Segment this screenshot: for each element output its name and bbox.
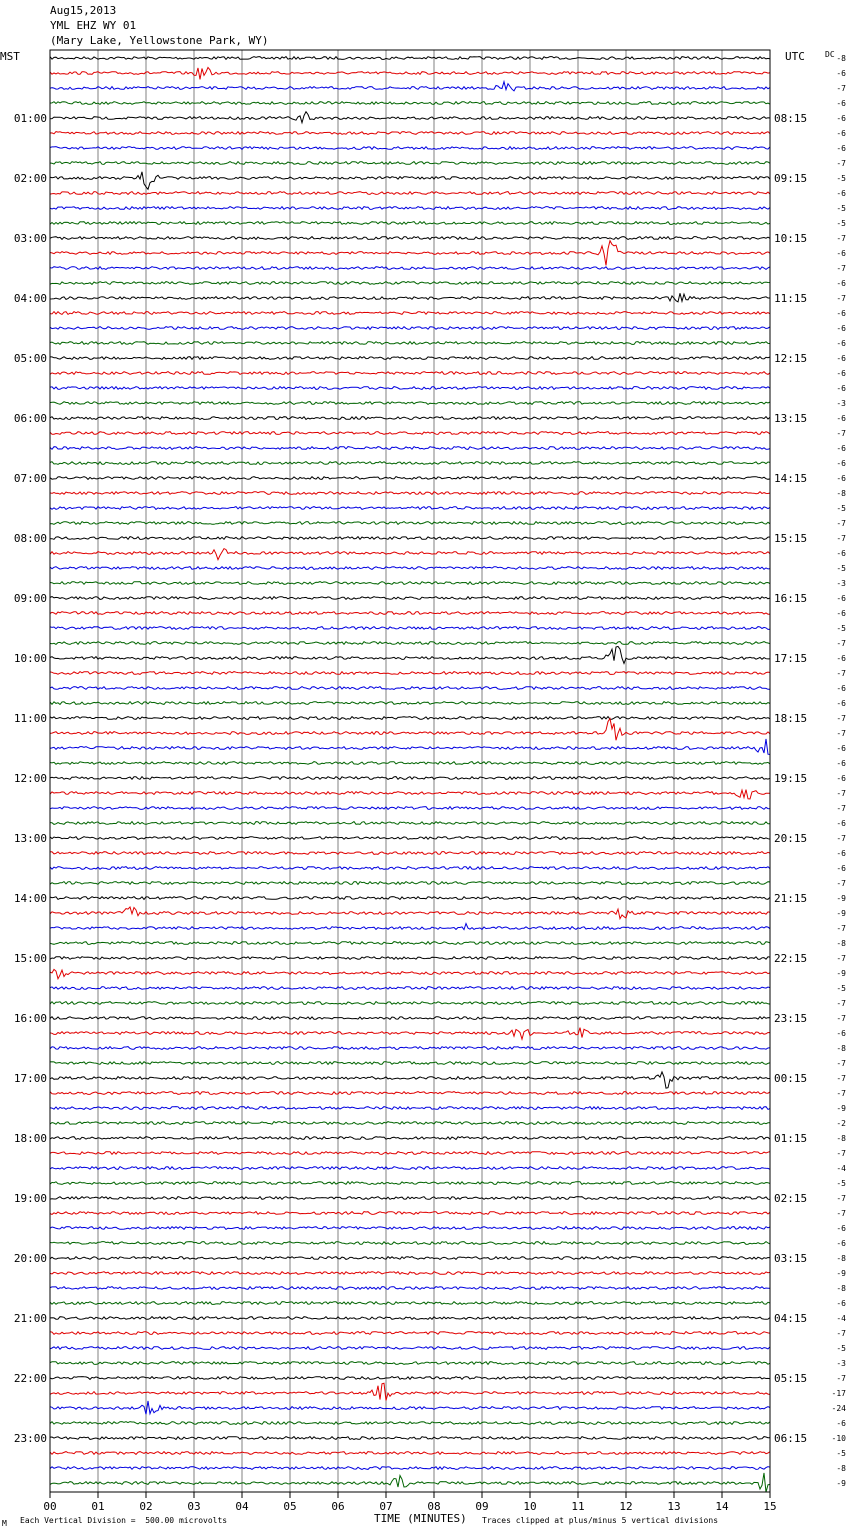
x-tick-label: 15: [763, 1500, 777, 1513]
dc-offset-label: -6: [836, 414, 846, 423]
left-hour-label: 08:00: [13, 532, 47, 545]
header-date: Aug15,2013: [50, 4, 117, 17]
x-tick-label: 07: [379, 1500, 393, 1513]
dc-offset-label: -5: [836, 1179, 846, 1188]
dc-offset-label: -7: [836, 1149, 846, 1158]
clip-note: Traces clipped at plus/minus 5 vertical divisions: [482, 1516, 719, 1525]
seismic-trace: [50, 942, 770, 945]
dc-offset-label: -6: [836, 849, 846, 858]
right-hour-label: 02:15: [774, 1192, 808, 1205]
right-hour-label: 06:15: [774, 1432, 808, 1445]
dc-offset-label: -2: [836, 1119, 846, 1128]
seismic-trace: [50, 132, 770, 135]
corner-mark: M: [2, 1519, 7, 1528]
dc-offset-label: -5: [836, 564, 846, 573]
right-hour-label: 14:15: [774, 472, 808, 485]
dc-offset-label: -4: [836, 1314, 846, 1323]
seismic-trace: [50, 162, 770, 165]
right-hour-label: 13:15: [774, 412, 808, 425]
left-hour-label: 06:00: [13, 412, 47, 425]
seismic-trace: [50, 987, 770, 990]
dc-offset-label: -7: [836, 954, 846, 963]
seismic-trace: [50, 372, 770, 375]
dc-offset-label: -7: [836, 714, 846, 723]
right-hour-label: 01:15: [774, 1132, 808, 1145]
seismic-trace: [50, 1287, 770, 1290]
dc-offset-label: -8: [836, 54, 846, 63]
seismic-trace: [50, 207, 770, 210]
seismic-trace: [50, 1212, 770, 1215]
right-hour-label: 00:15: [774, 1072, 808, 1085]
seismic-trace: [50, 969, 770, 978]
left-hour-label: 21:00: [13, 1312, 47, 1325]
scale-note: Each Vertical Division = 500.00 microvolts: [20, 1516, 228, 1525]
dc-offset-label: -7: [836, 1074, 846, 1083]
dc-offset-label: -6: [836, 144, 846, 153]
seismic-trace: [50, 67, 770, 79]
dc-offset-label: -6: [836, 129, 846, 138]
dc-offset-label: -8: [836, 1464, 846, 1473]
dc-offset-label: -6: [836, 759, 846, 768]
seismic-trace: [50, 477, 770, 480]
seismic-trace: [50, 1137, 770, 1140]
right-hour-label: 16:15: [774, 592, 808, 605]
dc-offset-label: -7: [836, 729, 846, 738]
right-hour-label: 04:15: [774, 1312, 808, 1325]
seismic-trace: [50, 387, 770, 390]
dc-offset-label: -6: [836, 309, 846, 318]
dc-offset-label: -6: [836, 744, 846, 753]
plot-frame: [50, 50, 770, 1492]
dc-offset-label: -7: [836, 84, 846, 93]
left-hour-label: 02:00: [13, 172, 47, 185]
dc-offset-label: -9: [836, 909, 846, 918]
seismic-trace: [50, 897, 770, 900]
seismic-trace: [50, 837, 770, 840]
dc-offset-label: -7: [836, 534, 846, 543]
dc-offset-label: -7: [836, 1089, 846, 1098]
dc-offset-label: -5: [836, 204, 846, 213]
dc-offset-label: -7: [836, 1374, 846, 1383]
x-tick-label: 00: [43, 1500, 57, 1513]
dc-offset-label: -6: [836, 249, 846, 258]
dc-offset-label: -8: [836, 1134, 846, 1143]
seismic-trace: [50, 342, 770, 345]
dc-offset-label: -24: [831, 1404, 846, 1413]
seismic-trace: [50, 790, 770, 799]
seismic-trace: [50, 1347, 770, 1350]
seismic-trace: [50, 1122, 770, 1125]
dc-offset-label: -6: [836, 1419, 846, 1428]
x-tick-label: 13: [667, 1500, 681, 1513]
left-hour-label: 10:00: [13, 652, 47, 665]
dc-column-title: DC: [825, 50, 835, 59]
seismic-trace: [50, 717, 770, 720]
seismic-trace: [50, 807, 770, 810]
seismic-trace: [50, 1072, 770, 1088]
dc-offset-label: -6: [836, 549, 846, 558]
dc-offset-label: -8: [836, 1254, 846, 1263]
dc-offset-label: -6: [836, 69, 846, 78]
seismic-trace: [50, 237, 770, 240]
dc-offset-label: -7: [836, 159, 846, 168]
dc-offset-label: -7: [836, 1209, 846, 1218]
dc-offset-label: -6: [836, 1239, 846, 1248]
seismic-trace: [50, 1452, 770, 1455]
seismic-trace: [50, 282, 770, 285]
left-hour-label: 03:00: [13, 232, 47, 245]
seismic-trace: [50, 627, 770, 630]
seismic-trace: [50, 1377, 770, 1380]
right-hour-label: 17:15: [774, 652, 808, 665]
dc-offset-label: -4: [836, 1164, 846, 1173]
seismic-trace: [50, 739, 770, 754]
left-hour-label: 13:00: [13, 832, 47, 845]
dc-offset-label: -8: [836, 1284, 846, 1293]
dc-offset-label: -6: [836, 99, 846, 108]
seismic-trace: [50, 1197, 770, 1200]
seismic-trace: [50, 719, 770, 741]
left-hour-label: 04:00: [13, 292, 47, 305]
dc-offset-label: -7: [836, 999, 846, 1008]
left-hour-label: 14:00: [13, 892, 47, 905]
seismic-trace: [50, 537, 770, 540]
dc-offset-label: -5: [836, 219, 846, 228]
seismic-trace: [50, 1317, 770, 1320]
dc-offset-label: -7: [836, 804, 846, 813]
seismic-trace: [50, 762, 770, 765]
dc-offset-label: -6: [836, 384, 846, 393]
dc-offset-label: -9: [836, 969, 846, 978]
dc-offset-label: -7: [836, 1194, 846, 1203]
right-hour-label: 21:15: [774, 892, 808, 905]
dc-offset-label: -6: [836, 774, 846, 783]
seismic-trace: [50, 462, 770, 465]
dc-offset-label: -6: [836, 1029, 846, 1038]
dc-offset-label: -7: [836, 789, 846, 798]
seismic-trace: [50, 1047, 770, 1050]
x-axis-title: TIME (MINUTES): [374, 1512, 467, 1525]
dc-offset-label: -9: [836, 1479, 846, 1488]
dc-offset-label: -7: [836, 429, 846, 438]
dc-offset-label: -6: [836, 684, 846, 693]
seismic-trace: [50, 102, 770, 105]
dc-offset-label: -7: [836, 1014, 846, 1023]
right-hour-label: 03:15: [774, 1252, 808, 1265]
x-tick-label: 12: [619, 1500, 633, 1513]
seismic-trace: [50, 777, 770, 780]
left-hour-label: 01:00: [13, 112, 47, 125]
right-hour-label: 08:15: [774, 112, 808, 125]
seismic-trace: [50, 1383, 770, 1400]
seismic-trace: [50, 1152, 770, 1155]
dc-offset-label: -6: [836, 699, 846, 708]
left-hour-label: 15:00: [13, 952, 47, 965]
seismic-trace: [50, 907, 770, 919]
x-tick-label: 06: [331, 1500, 345, 1513]
left-hour-label: 23:00: [13, 1432, 47, 1445]
seismic-trace: [50, 432, 770, 435]
seismic-trace: [50, 567, 770, 570]
dc-offset-label: -7: [836, 924, 846, 933]
seismic-trace: [50, 417, 770, 420]
seismic-trace: [50, 1272, 770, 1275]
right-hour-label: 09:15: [774, 172, 808, 185]
seismic-traces: [50, 57, 770, 1493]
right-hour-label: 11:15: [774, 292, 808, 305]
seismic-trace: [50, 1257, 770, 1260]
dc-offset-label: -7: [836, 1329, 846, 1338]
right-hour-label: 18:15: [774, 712, 808, 725]
left-hour-label: 22:00: [13, 1372, 47, 1385]
right-hour-label: 15:15: [774, 532, 808, 545]
dc-offset-label: -5: [836, 984, 846, 993]
dc-offset-label: -7: [836, 879, 846, 888]
seismic-trace: [50, 522, 770, 525]
dc-offset-label: -7: [836, 834, 846, 843]
seismic-trace: [50, 57, 770, 60]
seismic-trace: [50, 1182, 770, 1185]
dc-offset-label: -7: [836, 669, 846, 678]
dc-offset-label: -3: [836, 399, 846, 408]
x-tick-label: 11: [571, 1500, 585, 1513]
dc-offset-label: -7: [836, 234, 846, 243]
seismic-trace: [50, 222, 770, 225]
right-hour-label: 10:15: [774, 232, 808, 245]
dc-offset-label: -9: [836, 1104, 846, 1113]
dc-offset-label: -5: [836, 1449, 846, 1458]
x-tick-label: 02: [139, 1500, 153, 1513]
left-hour-label: 12:00: [13, 772, 47, 785]
right-hour-label: 23:15: [774, 1012, 808, 1025]
left-hour-label: 09:00: [13, 592, 47, 605]
seismic-trace: [50, 192, 770, 195]
x-tick-label: 05: [283, 1500, 297, 1513]
x-tick-label: 09: [475, 1500, 489, 1513]
seismic-trace: [50, 822, 770, 825]
left-axis-title: MST: [0, 50, 20, 63]
x-tick-label: 14: [715, 1500, 729, 1513]
left-hour-label: 16:00: [13, 1012, 47, 1025]
dc-offset-label: -6: [836, 369, 846, 378]
seismic-trace: [50, 402, 770, 405]
seismic-trace: [50, 1227, 770, 1230]
dc-offset-label: -7: [836, 639, 846, 648]
axis-labels: [14, 54, 846, 1513]
dc-offset-label: -8: [836, 939, 846, 948]
left-hour-label: 18:00: [13, 1132, 47, 1145]
dc-offset-label: -6: [836, 339, 846, 348]
dc-offset-label: -9: [836, 894, 846, 903]
header-location: (Mary Lake, Yellowstone Park, WY): [50, 34, 269, 47]
dc-offset-label: -6: [836, 1224, 846, 1233]
dc-offset-label: -8: [836, 489, 846, 498]
dc-offset-label: -6: [836, 594, 846, 603]
seismic-trace: [50, 646, 770, 663]
dc-offset-label: -3: [836, 579, 846, 588]
seismic-trace: [50, 1401, 770, 1414]
right-axis-title: UTC: [785, 50, 805, 63]
seismic-trace: [50, 642, 770, 645]
seismic-trace: [50, 492, 770, 495]
seismic-trace: [50, 1473, 770, 1492]
header-station: YML EHZ WY 01: [50, 19, 137, 32]
dc-offset-label: -5: [836, 1344, 846, 1353]
x-tick-label: 08: [427, 1500, 441, 1513]
seismic-trace: [50, 1332, 770, 1335]
dc-offset-label: -6: [836, 474, 846, 483]
seismic-trace: [50, 549, 770, 560]
left-hour-label: 20:00: [13, 1252, 47, 1265]
right-hour-label: 05:15: [774, 1372, 808, 1385]
seismic-trace: [50, 1028, 770, 1040]
seismic-trace: [50, 957, 770, 960]
seismic-trace: [50, 112, 770, 123]
dc-offset-label: -8: [836, 1044, 846, 1053]
seismic-trace: [50, 882, 770, 885]
seismic-trace: [50, 447, 770, 450]
seismic-trace: [50, 1467, 770, 1470]
seismic-trace: [50, 702, 770, 705]
dc-offset-label: -6: [836, 189, 846, 198]
x-tick-label: 04: [235, 1500, 249, 1513]
seismic-trace: [50, 1302, 770, 1305]
seismic-trace: [50, 867, 770, 870]
left-hour-label: 05:00: [13, 352, 47, 365]
dc-offset-label: -17: [831, 1389, 846, 1398]
dc-offset-label: -5: [836, 174, 846, 183]
seismic-trace: [50, 1092, 770, 1095]
dc-offset-label: -6: [836, 459, 846, 468]
seismic-trace: [50, 582, 770, 585]
x-tick-label: 03: [187, 1500, 201, 1513]
seismic-trace: [50, 327, 770, 330]
left-hour-label: 11:00: [13, 712, 47, 725]
dc-offset-label: -7: [836, 264, 846, 273]
seismic-trace: [50, 1422, 770, 1425]
dc-offset-label: -5: [836, 624, 846, 633]
dc-offset-label: -9: [836, 1269, 846, 1278]
dc-offset-label: -5: [836, 504, 846, 513]
seismic-trace: [50, 672, 770, 675]
seismic-trace: [50, 172, 770, 190]
seismic-trace: [50, 612, 770, 615]
dc-offset-label: -6: [836, 609, 846, 618]
seismic-trace: [50, 147, 770, 150]
seismic-trace: [50, 507, 770, 510]
dc-offset-label: -6: [836, 1299, 846, 1308]
seismic-trace: [50, 1062, 770, 1065]
right-hour-label: 12:15: [774, 352, 808, 365]
dc-offset-label: -3: [836, 1359, 846, 1368]
seismic-trace: [50, 1437, 770, 1440]
dc-offset-label: -7: [836, 519, 846, 528]
seismic-trace: [50, 852, 770, 855]
dc-offset-label: -7: [836, 1059, 846, 1068]
left-hour-label: 17:00: [13, 1072, 47, 1085]
right-hour-label: 22:15: [774, 952, 808, 965]
left-hour-label: 07:00: [13, 472, 47, 485]
seismic-trace: [50, 597, 770, 600]
dc-offset-label: -6: [836, 354, 846, 363]
right-hour-label: 19:15: [774, 772, 808, 785]
x-tick-label: 01: [91, 1500, 105, 1513]
dc-offset-label: -6: [836, 324, 846, 333]
x-tick-label: 10: [523, 1500, 537, 1513]
seismic-trace: [50, 241, 770, 266]
seismic-trace: [50, 687, 770, 690]
seismic-trace: [50, 267, 770, 270]
dc-offset-label: -10: [831, 1434, 846, 1443]
dc-offset-label: -6: [836, 114, 846, 123]
seismic-trace: [50, 1362, 770, 1365]
dc-offset-label: -6: [836, 444, 846, 453]
seismic-trace: [50, 1002, 770, 1005]
right-hour-label: 20:15: [774, 832, 808, 845]
seismic-trace: [50, 924, 770, 930]
seismic-trace: [50, 1017, 770, 1020]
seismic-trace: [50, 357, 770, 360]
seismic-trace: [50, 1242, 770, 1245]
seismic-trace: [50, 312, 770, 315]
seismic-trace: [50, 1107, 770, 1110]
dc-offset-label: -7: [836, 294, 846, 303]
dc-offset-label: -6: [836, 864, 846, 873]
dc-offset-label: -6: [836, 654, 846, 663]
dc-offset-label: -6: [836, 279, 846, 288]
seismic-trace: [50, 82, 770, 91]
left-hour-label: 19:00: [13, 1192, 47, 1205]
dc-offset-label: -6: [836, 819, 846, 828]
seismic-trace: [50, 1167, 770, 1170]
seismic-trace: [50, 293, 770, 302]
